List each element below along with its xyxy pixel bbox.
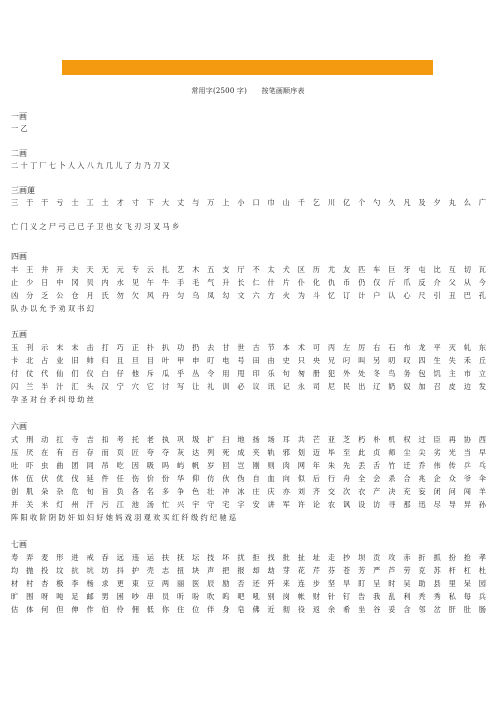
character-line: 并 关 米 灯 州 汗 污 江 池 汤 忙 兴 宇 守 宅 字 安 讲 军 许 论 农 讽 设 访 寻 那 迅 尽 导 异 孙: [11, 500, 486, 509]
character-line: 止 少 日 中 冈 贝 内 水 见 午 牛 手 毛 气 升 长 仁 什 片 仆 化 仇 币 仍 仅 斤 爪 反 介 父 从 今: [11, 278, 486, 287]
character-line: 创 肌 朵 杂 危 旬 旨 负 各 名 多 争 色 壮 冲 冰 庄 庆 亦 刘 齐 交 次 衣 产 决 充 妄 闭 问 闯 羊: [11, 487, 486, 496]
character-line: 旷 围 呀 吨 足 邮 男 困 吵 串 员 听 吩 吹 呜 吧 吼 别 岗 帐 财 针 钉 告 我 乱 利 秃 秀 私 每 兵: [11, 592, 486, 601]
character-line: 均 抛 投 坟 抗 坑 坊 抖 护 壳 志 扭 块 声 把 报 却 劫 芽 花 芹 芬 苍 芳 严 芦 劳 克 苏 杆 杠 杜: [11, 566, 486, 575]
character-line: 丰 王 井 开 夫 天 无 元 专 云 扎 艺 木 五 支 厅 不 太 犬 区 历 尤 友 匹 车 巨 牙 屯 比 互 切 瓦: [11, 265, 486, 274]
character-line: 寿 弄 麦 形 进 戒 吞 远 违 运 扶 抚 坛 技 坏 扰 拒 找 批 扯 址 走 抄 坝 贡 攻 赤 折 抓 扮 抢 孝: [11, 553, 486, 562]
section-heading: 三画蓮: [11, 186, 35, 195]
character-line: 卡 北 占 业 旧 帅 归 且 旦 目 叶 甲 申 叮 电 号 田 由 史 只 央 兄 叼 叫 另 叨 叹 四 生 失 禾 丘: [11, 356, 486, 365]
section-heading: 六画: [11, 422, 27, 431]
section-heading: 五画: [11, 330, 27, 339]
character-line: 吐 吓 虫 曲 团 同 吊 吃 因 吸 吗 屿 帆 岁 回 岂 刚 则 肉 网 年 朱 先 丢 舌 竹 迁 乔 伟 传 乒 乓: [11, 461, 486, 470]
character-line: 闪 兰 半 汁 汇 头 汉 宁 穴 它 讨 写 让 礼 训 必 议 讯 记 永 司 尼 民 出 辽 奶 奴 加 召 皮 边 发: [11, 382, 486, 391]
character-line: 付 仗 代 仙 们 仪 白 仔 他 斥 瓜 乎 丛 令 用 甩 印 乐 句 匆 册 犯 外 处 冬 鸟 务 包 饥 主 市 立: [11, 369, 486, 378]
character-line: 亡 门 义 之 尸 弓 己 已 子 卫 也 女 飞 刃 习 叉 马 乡: [11, 222, 180, 231]
section-heading: 一画: [11, 112, 27, 121]
document-title: 常用字(2500 字) 按笔画顺序表: [191, 87, 305, 95]
character-line: 队 办 以 允 予 劝 双 书 幻: [11, 304, 94, 313]
section-heading: 四画: [11, 252, 27, 261]
banner-bar: [62, 60, 433, 75]
character-line: 一 乙: [11, 124, 28, 133]
character-line: 三 于 干 亏 士 工 土 才 寸 下 大 丈 与 万 上 小 口 巾 山 千 乞 川 亿 个 勺 久 凡 及 夕 丸 么 广: [11, 198, 486, 207]
section-heading: 七画: [11, 540, 27, 549]
character-line: 休 伍 伏 优 伐 延 件 任 伤 价 份 华 仰 仿 伙 伪 自 血 向 似 后 行 舟 全 会 杀 合 兆 企 众 爷 伞: [11, 474, 486, 483]
character-line: 玉 刊 示 末 未 击 打 巧 正 扑 扒 功 扔 去 甘 世 古 节 本 术 可 丙 左 厉 右 石 布 龙 平 灭 轧 东: [11, 343, 486, 352]
character-line: 二 十 丁 厂 七 卜 人 入 八 九 几 儿 了 力 乃 刀 又: [11, 161, 170, 170]
character-line: 孕 圣 对 台 矛 纠 母 幼 丝: [11, 395, 94, 404]
character-line: 凶 分 乏 公 仓 月 氏 勿 欠 风 丹 匀 乌 凤 勾 文 六 方 火 为 斗 忆 订 计 户 认 心 尺 引 丑 巴 孔: [11, 291, 486, 300]
character-line: 压 厌 在 有 百 存 而 页 匠 夸 夺 灰 达 列 死 成 夹 轨 邪 划 迈 毕 至 此 贞 师 尘 尖 劣 光 当 早: [11, 448, 486, 457]
character-line: 材 村 杏 极 李 杨 求 更 束 豆 两 丽 医 辰 励 否 还 歼 来 连 步 坚 旱 盯 呈 时 吴 助 县 里 呆 园: [11, 579, 486, 588]
character-line: 阵 阳 收 阶 阴 防 奸 如 妇 好 她 妈 戏 羽 观 欢 买 红 纤 级 约 纪 驰 巡: [11, 513, 237, 522]
character-line: 估 体 何 但 伸 作 伯 伶 佣 低 你 住 位 伴 身 皂 佛 近 彻 役 返 余 希 坐 谷 妥 含 邻 岔 肝 肚 肠: [11, 605, 486, 614]
section-heading: 二画: [11, 149, 27, 158]
character-line: 式 刑 动 扛 寺 吉 扣 考 托 老 执 巩 圾 扩 扫 地 扬 场 耳 共 芒 亚 芝 朽 朴 机 权 过 臣 再 协 西: [11, 435, 486, 444]
